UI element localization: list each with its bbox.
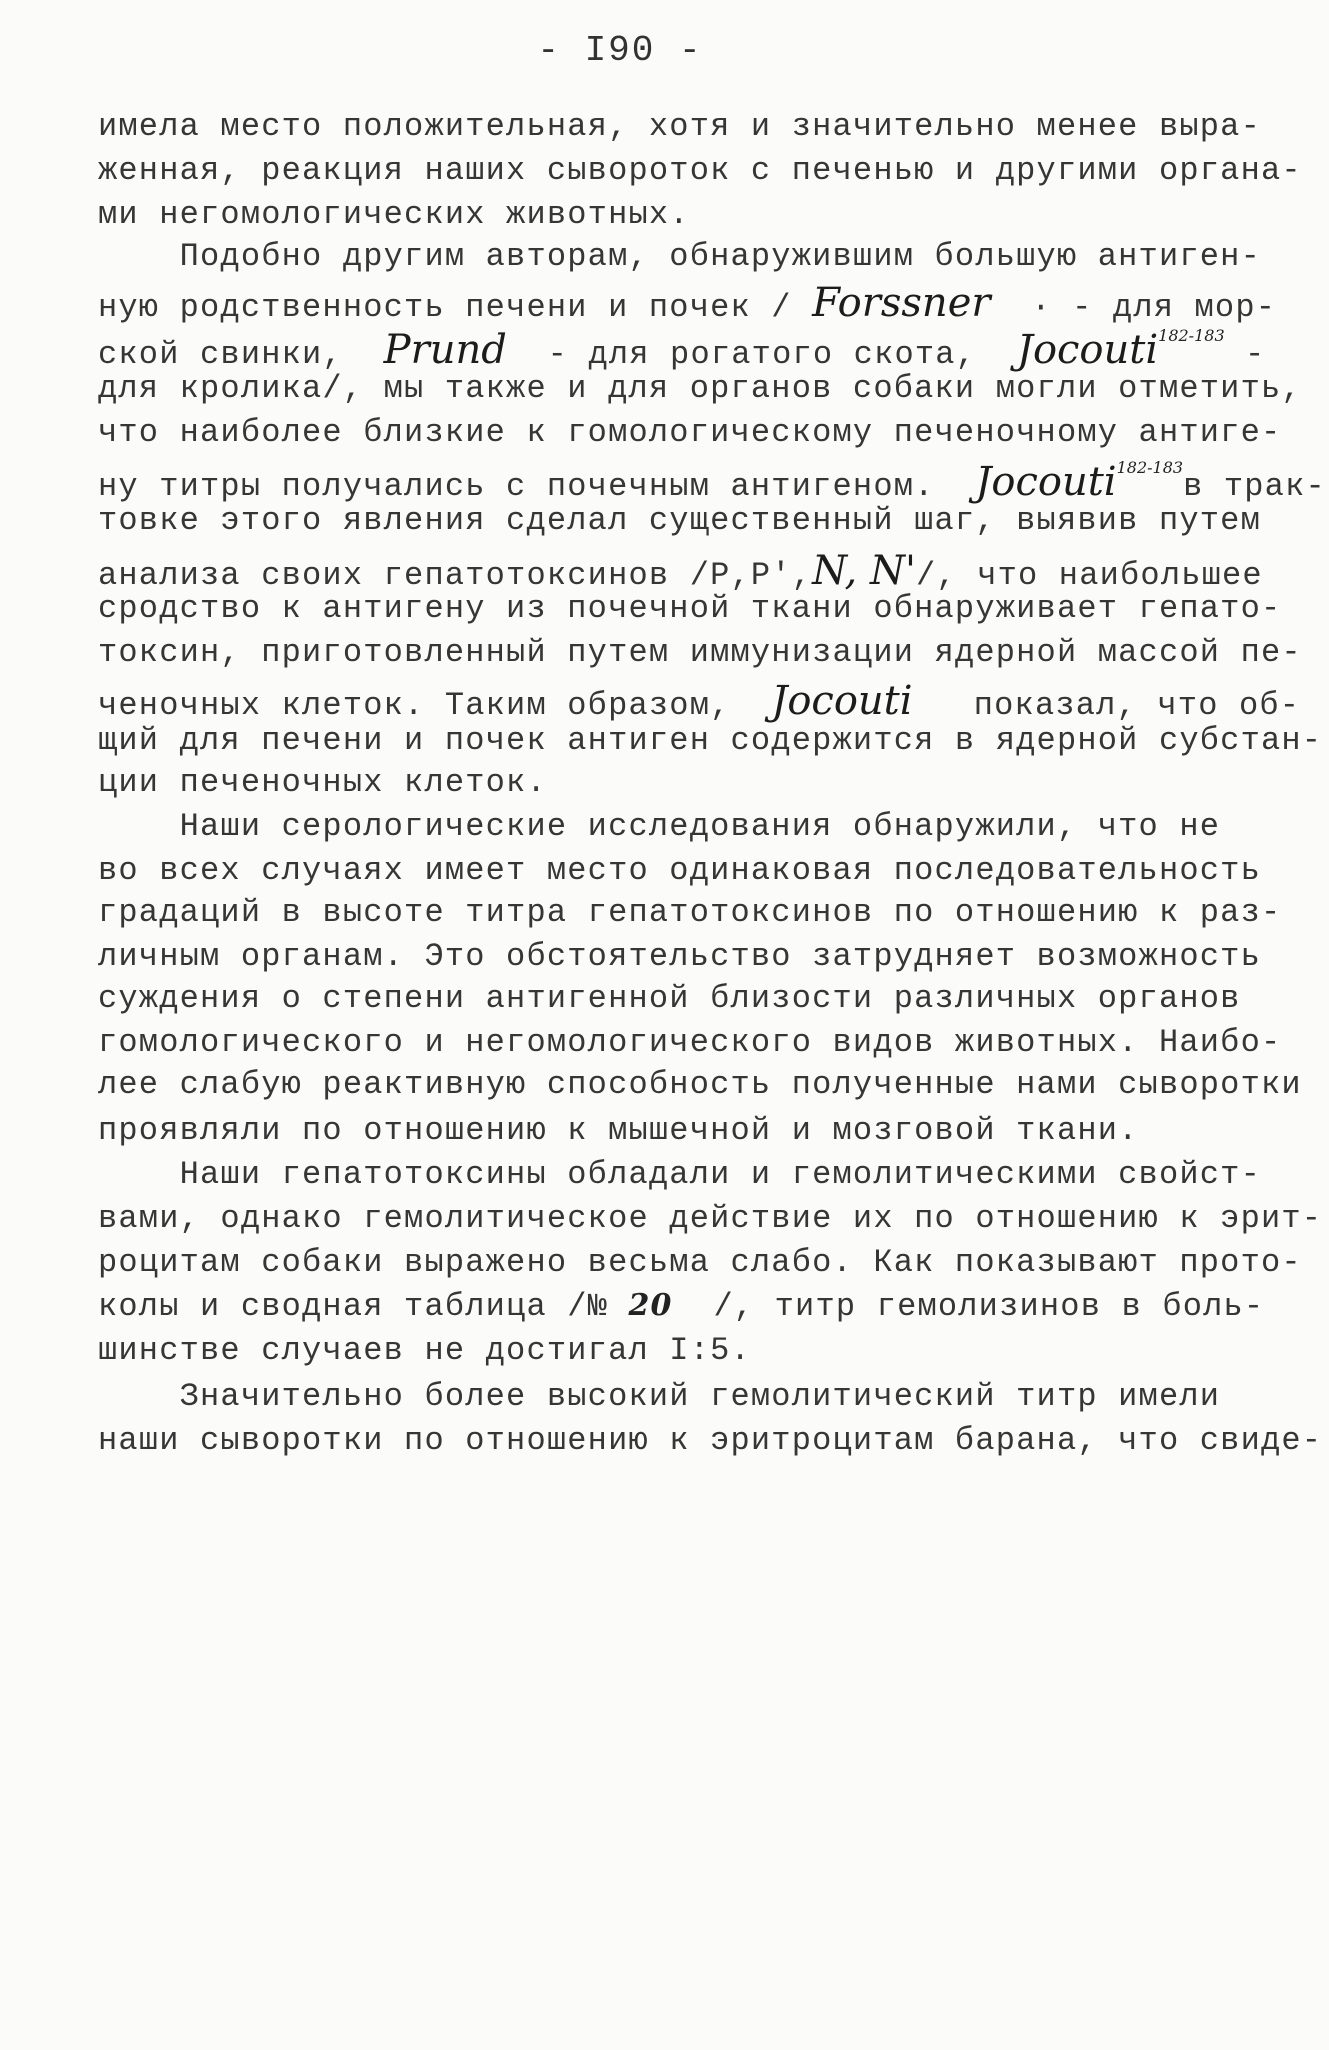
text-line [98, 238, 1261, 275]
typed-text: сродство к антигену из почечной ткани обнаруживает гепато- [98, 590, 1282, 627]
text-line [98, 590, 1281, 627]
text-line [98, 722, 1322, 759]
text-line [98, 894, 1281, 931]
typed-text: показал, что об- [912, 687, 1301, 724]
handwritten-name: Forssner [812, 280, 991, 326]
text-line [98, 852, 1261, 889]
text-line [98, 764, 547, 801]
text-line [98, 1244, 1302, 1281]
typed-text: для кролика/, мы также и для органов собаки могли отметить, [98, 370, 1302, 407]
typed-text: в трак- [1183, 468, 1326, 505]
handwritten-name: Jocouti [975, 459, 1117, 505]
text-line [98, 938, 1261, 975]
typed-text: лее слабую реактивную способность полученные нами сыворотки [98, 1066, 1302, 1103]
text-line [98, 458, 1326, 505]
reference-superscript: 182-183 [1116, 458, 1184, 477]
text-line [98, 326, 1265, 373]
text-line [98, 980, 1241, 1017]
typed-text: женная, реакция наших сывороток с печенью и другими органа- [98, 152, 1302, 189]
text-line [98, 1378, 1220, 1415]
typed-text: Наши серологические исследования обнаружили, что не [98, 808, 1221, 845]
typed-text: проявляли по отношению к мышечной и мозговой ткани. [98, 1112, 1139, 1149]
typed-text: гомологического и негомологического видов животных. Наибо- [98, 1024, 1282, 1061]
typed-text: ми негомологических животных. [98, 196, 690, 233]
typed-text: токсин, приготовленный путем иммунизации ядерной массой пе- [98, 634, 1302, 671]
text-line [98, 196, 690, 233]
handwritten-name: Jocouti [771, 678, 913, 724]
typed-text: ции печеночных клеток. [98, 764, 547, 801]
typed-text: Значительно более высокий гемолитический титр имели [98, 1378, 1221, 1415]
typed-text: шинстве случаев не достигал I:5. [98, 1332, 751, 1369]
handwritten-number: 20 [628, 1288, 673, 1323]
typed-text: во всех случаях имеет место одинаковая последовательность [98, 852, 1261, 889]
text-line [98, 152, 1302, 189]
typed-text: колы и сводная таблица /№ [98, 1288, 629, 1325]
typed-text: что наиболее близкие к гомологическому печеночному антиге- [98, 414, 1282, 451]
text-line [98, 548, 1263, 594]
typed-text: · - для мор- [990, 289, 1277, 326]
text-line [98, 1112, 1139, 1149]
text-line [98, 1422, 1322, 1459]
text-line [98, 370, 1302, 407]
text-line [98, 634, 1302, 671]
text-line [98, 1156, 1261, 1193]
text-line [98, 808, 1220, 845]
text-line [98, 280, 1276, 326]
typed-text: Наши гепатотоксины обладали и гемолитическими свойст- [98, 1156, 1261, 1193]
text-line [98, 414, 1281, 451]
typed-text: градаций в высоте титра гепатотоксинов по отношению к раз- [98, 894, 1282, 931]
handwritten-name: Prund [383, 327, 507, 373]
text-line [98, 1200, 1322, 1237]
typed-text: - для рогатого скота, [506, 336, 1017, 373]
typed-text: анализа своих гепатотоксинов /P,P', [98, 557, 813, 594]
page-number: - I90 - [537, 30, 703, 71]
reference-superscript: 182-183 [1158, 326, 1225, 345]
text-line [98, 1288, 1264, 1325]
typed-text: ченочных клеток. Таким образом, [98, 687, 772, 724]
typed-text: /, титр гемолизинов в боль- [672, 1288, 1265, 1325]
typed-text: роцитам собаки выражено весьма слабо. Как показывают прото- [98, 1244, 1302, 1281]
handwritten-name: Jocouti [1016, 327, 1159, 373]
typed-text: вами, однако гемолитическое действие их по отношению к эрит- [98, 1200, 1323, 1237]
typed-text: ную родственность печени и почек / [98, 289, 813, 326]
typed-text: щий для печени и почек антиген содержится в ядерной субстан- [98, 722, 1323, 759]
typed-text: товке этого явления сделал существенный шаг, выявив путем [98, 502, 1261, 539]
typed-text: ской свинки, [98, 336, 384, 373]
typed-text: ну титры получались с почечным антигеном. [98, 468, 976, 505]
text-line [98, 1066, 1302, 1103]
typed-text: Подобно другим авторам, обнаружившим большую антиген- [98, 238, 1261, 275]
typed-text: личным органам. Это обстоятельство затрудняет возможность [98, 938, 1261, 975]
typed-text: суждения о степени антигенной близости различных органов [98, 980, 1241, 1017]
typed-text: имела место положительная, хотя и значительно менее выра- [98, 108, 1261, 145]
text-line [98, 678, 1300, 724]
text-line [98, 108, 1261, 145]
handwritten-name: N, N' [812, 548, 916, 594]
text-line [98, 502, 1261, 539]
typed-text: - [1224, 336, 1266, 373]
typed-text: /, что наибольшее [915, 557, 1263, 594]
typed-text: наши сыворотки по отношению к эритроцитам барана, что свиде- [98, 1422, 1323, 1459]
text-line [98, 1024, 1281, 1061]
text-line [98, 1332, 751, 1369]
